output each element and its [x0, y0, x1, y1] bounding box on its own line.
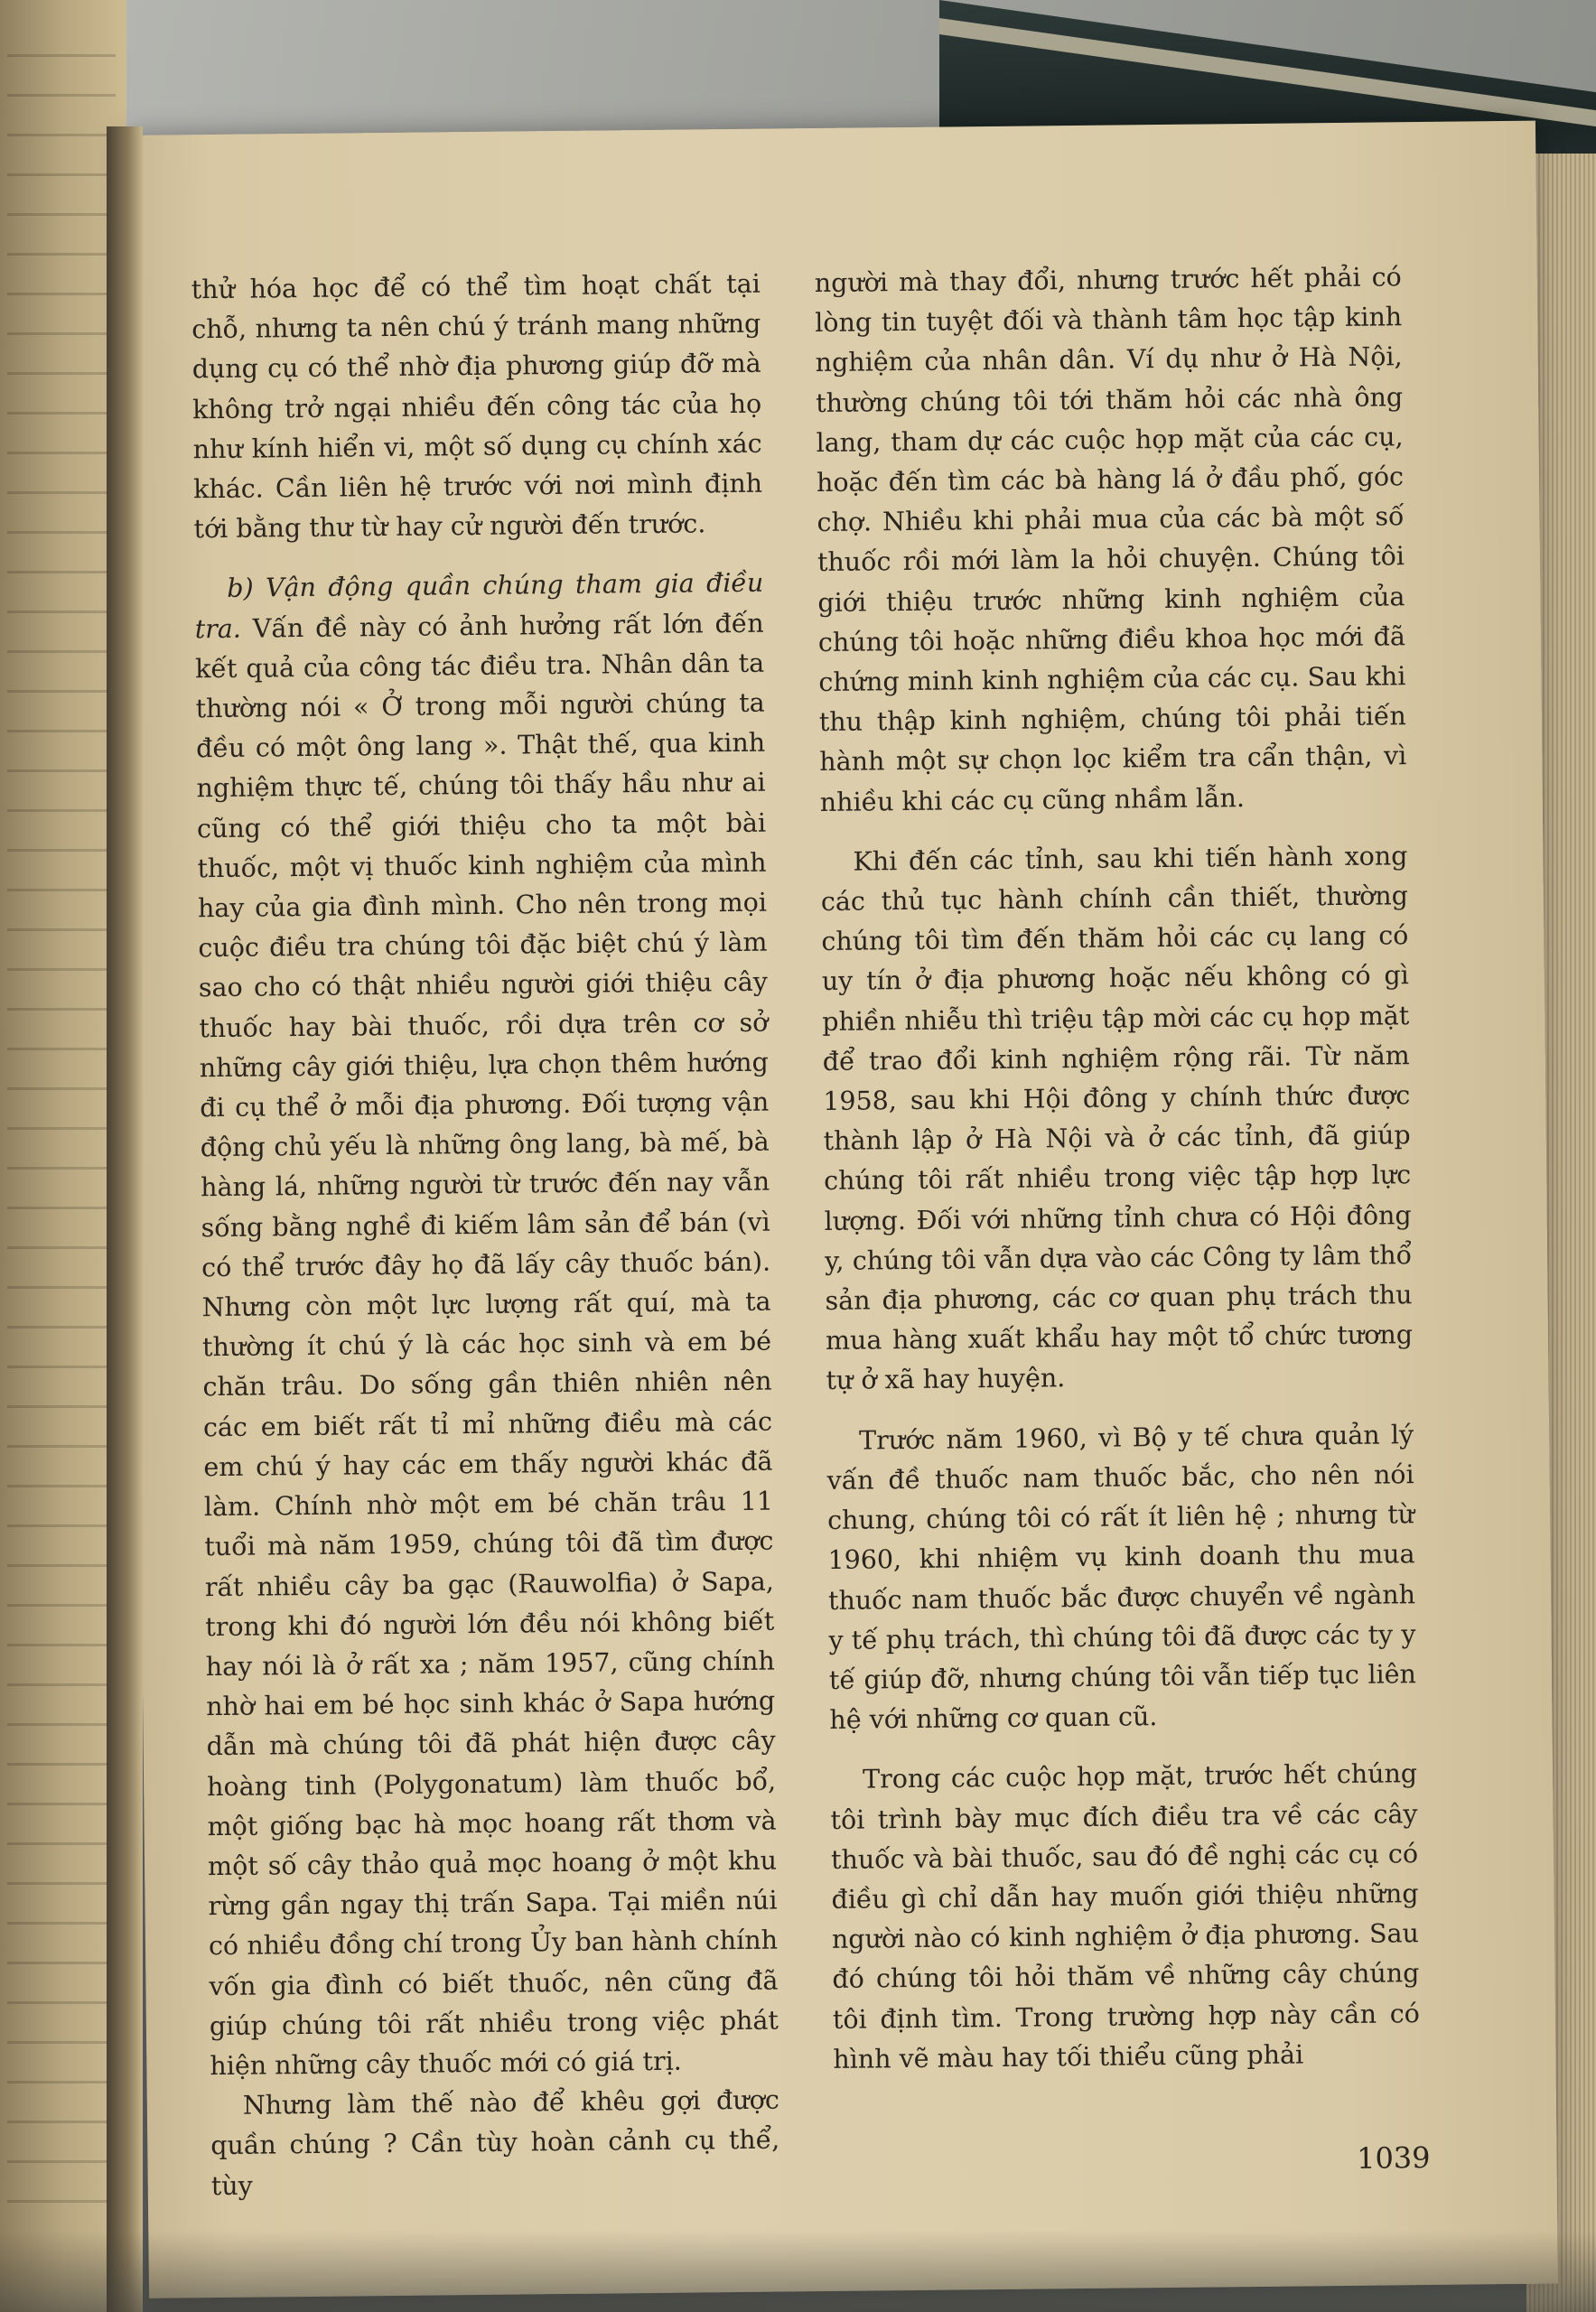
left-paragraph-2-body: Vấn đề này có ảnh hưởng rất lớn đến kết quả của công tác điều tra. Nhân dân ta thường nói « Ở trong mỗi người chúng ta đều có một ông lang ». Thật thế, qua kinh nghiệm thực tế, chúng tôi thấy hầu như ai cũng có thể giới thiệu cho ta một bài thuốc, một vị thuốc kinh nghiệm của mình hay của gia đình mình. Cho nên trong mọi cuộc điều tra chúng tôi đặc biệt chú ý làm sao cho có thật nhiều người giới thiệu cây thuốc hay bài thuốc, rồi dựa trên cơ sở những cây giới thiệu, lựa chọn thêm hướng đi cụ thể ở mỗi địa phương. Đối tượng vận động chủ yếu là những ông lang, bà mế, bà hàng lá, những người từ trước đến nay vẫn sống bằng nghề đi kiếm lâm sản để bán (vì có thể trước đây họ đã lấy cây thuốc bán). Nhưng còn một lực lượng rất quí, mà ta thường ít chú ý là các học sinh và em bé chăn trâu. Do sống gần thiên nhiên nên các em biết rất tỉ mỉ những điều mà các em chú ý hay các em thấy người khác đã làm. Chính nhờ một em bé chăn trâu 11 tuổi mà năm 1959, chúng tôi đã tìm được rất nhiều cây ba gạc (Rauwolfia) ở Sapa, trong khi đó người lớn đều nói không biết hay nói là ở rất xa ; năm 1957, cũng chính nhờ hai em bé học sinh khác ở Sapa hướng dẫn mà chúng tôi đã phát hiện được cây hoàng tinh (Polygonatum) làm thuốc bổ, một giống bạc hà mọc hoang rất thơm và một số cây thảo quả mọc hoang ở một khu rừng gần ngay thị trấn Sapa. Tại miền núi có nhiều đồng chí trong Ủy ban hành chính vốn gia đình có biết thuốc, nên cũng đã giúp chúng tôi rất nhiều trong việc phát hiện những cây thuốc mới có giá trị.: [195, 608, 779, 2082]
bottom-shadow: [0, 2231, 1596, 2312]
right-paragraph-1: người mà thay đổi, nhưng trước hết phải có lòng tin tuyệt đối và thành tâm học tập kinh nghiệm của nhân dân. Ví dụ như ở Hà Nội, thường chúng tôi tới thăm hỏi các nhà ông lang, tham dự các cuộc họp mặt của các cụ, hoặc đến tìm các bà hàng lá ở đầu phố, góc chợ. Nhiều khi phải mua của các bà một số thuốc rồi mới làm la hỏi chuyện. Chúng tôi giới thiệu trước những kinh nghiệm của chúng tôi hoặc những điều khoa học mới đã chứng minh kinh nghiệm của các cụ. Sau khi thu thập kinh nghiệm, chúng tôi phải tiến hành một sự chọn lọc kiểm tra cẩn thận, vì nhiều khi các cụ cũng nhầm lẫn.: [814, 262, 1407, 817]
book-page: [126, 121, 1558, 2298]
section-heading: b) Vận động quần chúng tham gia điều tra.: [194, 568, 764, 644]
right-paragraph-3: Trước năm 1960, vì Bộ y tế chưa quản lý vấn đề thuốc nam thuốc bắc, cho nên nói chung, chúng tôi có rất ít liên hệ ; nhưng từ 1960, khi nhiệm vụ kinh doanh thu mua thuốc nam thuốc bắc được chuyển về ngành y tế phụ trách, thì chúng tôi đã được các ty y tế giúp đỡ, nhưng chúng tôi vẫn tiếp tục liên hệ với những cơ quan cũ.: [826, 1419, 1417, 1736]
left-column: [191, 265, 780, 2206]
book-gutter: [107, 126, 143, 2312]
left-paragraph-1: thử hóa học để có thể tìm hoạt chất tại chỗ, nhưng ta nên chú ý tránh mang những dụng cụ có thể nhờ địa phương giúp đỡ mà không trở ngại nhiều đến công tác của họ như kính hiển vi, một số dụng cụ chính xác khác. Cần liên hệ trước với nơi mình định tới bằng thư từ hay cử người đến trước.: [191, 268, 763, 545]
right-paragraph-2: Khi đến các tỉnh, sau khi tiến hành xong các thủ tục hành chính cần thiết, thường chúng tôi tìm đến thăm hỏi các cụ lang có uy tín ở địa phương hoặc nếu không có gì phiền nhiễu thì triệu tập mời các cụ họp mặt để trao đổi kinh nghiệm rộng rãi. Từ năm 1958, sau khi Hội đông y chính thức được thành lập ở Hà Nội và ở các tỉnh, đã giúp chúng tôi rất nhiều trong việc tập hợp lực lượng. Đối với những tỉnh chưa có Hội đông y, chúng tôi vẫn dựa vào các Công ty lâm thổ sản địa phương, các cơ quan phụ trách thu mua hàng xuất khẩu hay một tổ chức tương tự ở xã hay huyện.: [820, 841, 1414, 1396]
right-column: [815, 257, 1421, 2080]
left-paragraph-2: [194, 564, 779, 2086]
right-paragraph-4: Trong các cuộc họp mặt, trước hết chúng tôi trình bày mục đích điều tra về các cây thuốc và bài thuốc, sau đó đề nghị các cụ có điều gì chỉ dẫn hay muốn giới thiệu những người nào có kinh nghiệm ở địa phương. Sau đó chúng tôi hỏi thăm về những cây chúng tôi định tìm. Trong trường hợp này cần có hình vẽ màu hay tối thiểu cũng phải: [830, 1758, 1421, 2074]
page-number: 1039: [1356, 2140, 1431, 2176]
left-paragraph-3: Nhưng làm thế nào để khêu gợi được quần chúng ? Cần tùy hoàn cảnh cụ thể, tùy: [210, 2084, 780, 2201]
facing-page-text-lines: [7, 54, 116, 2222]
